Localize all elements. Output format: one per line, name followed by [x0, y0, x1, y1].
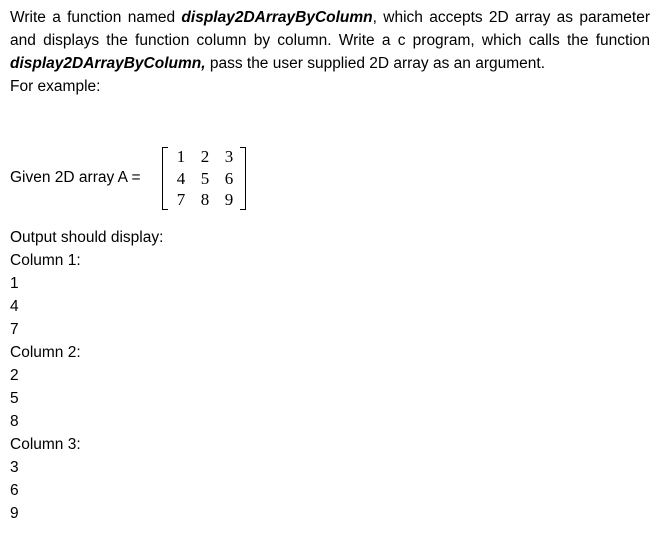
- column-value: 1: [10, 275, 19, 292]
- expected-output: [10, 226, 163, 525]
- problem-statement: [10, 6, 650, 75]
- column-value: 8: [10, 413, 19, 430]
- column-value: 6: [10, 482, 19, 499]
- matrix-cell: 3: [224, 147, 234, 166]
- column-value: 7: [10, 321, 19, 338]
- matrix-grid: [172, 146, 238, 211]
- column-value: 2: [10, 367, 19, 384]
- column-label: Column 2:: [10, 344, 81, 361]
- intro-text-1: Write a function named: [10, 9, 182, 26]
- column-value: 5: [10, 390, 19, 407]
- matrix-cell: 7: [176, 190, 186, 209]
- matrix-left-bracket: [162, 147, 168, 210]
- matrix-cell: 5: [200, 168, 210, 188]
- output-heading: Output should display:: [10, 229, 164, 246]
- column-label: Column 1:: [10, 252, 81, 269]
- matrix-cell: 2: [200, 147, 210, 166]
- matrix-cell: 6: [224, 168, 234, 188]
- function-name-2: display2DArrayByColumn,: [10, 55, 206, 72]
- function-name-1: display2DArrayByColumn: [181, 9, 373, 26]
- column-value: 4: [10, 298, 19, 315]
- intro-text-3: pass the user supplied 2D array as an argument.: [205, 55, 545, 72]
- intro-text-2: , which accepts 2D array as parameter and displays the function column by column. Write a c program, which calls the function: [10, 9, 650, 49]
- example-heading: For example:: [10, 78, 101, 95]
- matrix-row: [172, 189, 238, 211]
- example-row: [10, 144, 410, 212]
- matrix-cell: 8: [200, 190, 210, 209]
- matrix-cell: 9: [224, 190, 234, 209]
- matrix-cell: 1: [176, 147, 186, 166]
- column-value: 9: [10, 505, 19, 522]
- matrix-row: [172, 168, 238, 190]
- column-label: Column 3:: [10, 436, 81, 453]
- document-page: [10, 6, 650, 522]
- matrix-right-bracket: [240, 147, 246, 210]
- matrix-row: [172, 146, 238, 168]
- column-value: 3: [10, 459, 19, 476]
- matrix-cell: 4: [176, 168, 186, 188]
- example-label: Given 2D array A =: [10, 169, 141, 186]
- matrix-a: [160, 144, 248, 212]
